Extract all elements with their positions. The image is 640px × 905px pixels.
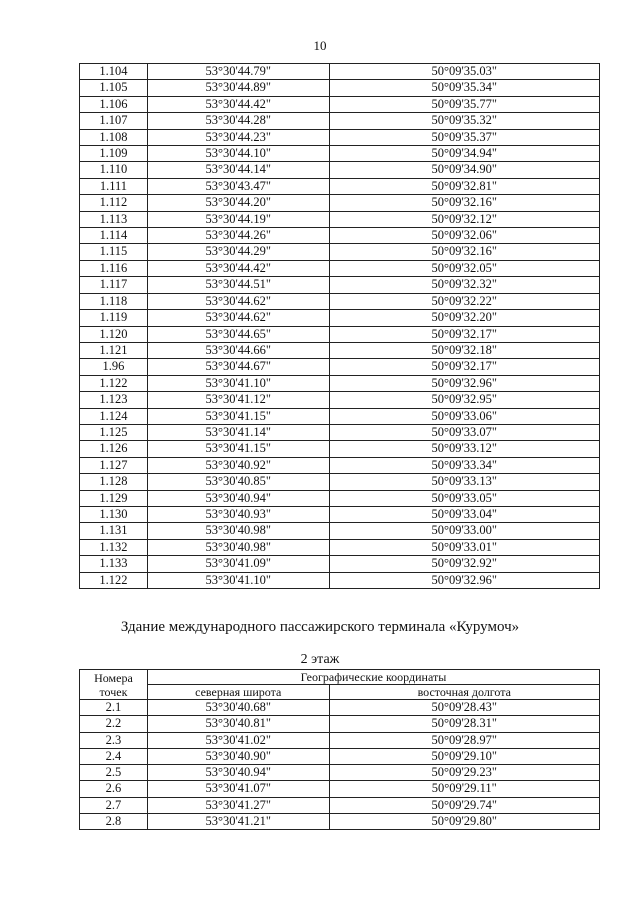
table-row (80, 765, 600, 781)
latitude-cell: 53°30'41.10" (147, 375, 329, 391)
point-number-cell: 1.122 (80, 572, 148, 588)
latitude-cell: 53°30'44.89" (147, 80, 329, 96)
point-number-cell: 2.5 (80, 765, 148, 781)
table-row (80, 195, 600, 211)
table-row (80, 490, 600, 506)
longitude-cell: 50°09'35.34" (329, 80, 599, 96)
latitude-cell: 53°30'44.29" (147, 244, 329, 260)
table-row (80, 146, 600, 162)
longitude-cell: 50°09'33.04" (329, 506, 599, 522)
header-east-longitude: восточная долгота (329, 685, 599, 700)
point-number-cell: 1.124 (80, 408, 148, 424)
point-number-cell: 2.8 (80, 814, 148, 830)
header-point-numbers (80, 670, 148, 700)
longitude-cell: 50°09'33.34" (329, 457, 599, 473)
point-number-cell: 2.1 (80, 700, 148, 716)
latitude-cell: 53°30'41.21" (147, 814, 329, 830)
point-number-cell: 1.129 (80, 490, 148, 506)
latitude-cell: 53°30'40.94" (147, 490, 329, 506)
latitude-cell: 53°30'44.79" (147, 64, 329, 80)
longitude-cell: 50°09'32.96" (329, 375, 599, 391)
table-row (80, 748, 600, 764)
latitude-cell: 53°30'43.47" (147, 178, 329, 194)
point-number-cell: 1.115 (80, 244, 148, 260)
longitude-cell: 50°09'32.16" (329, 244, 599, 260)
longitude-cell: 50°09'32.20" (329, 310, 599, 326)
latitude-cell: 53°30'40.81" (147, 716, 329, 732)
longitude-cell: 50°09'34.90" (329, 162, 599, 178)
longitude-cell: 50°09'32.81" (329, 178, 599, 194)
table-row (80, 814, 600, 830)
table-row (80, 506, 600, 522)
latitude-cell: 53°30'44.20" (147, 195, 329, 211)
table-row (80, 64, 600, 80)
point-number-cell: 1.120 (80, 326, 148, 342)
latitude-cell: 53°30'41.07" (147, 781, 329, 797)
table-row (80, 342, 600, 358)
point-number-cell: 1.96 (80, 359, 148, 375)
latitude-cell: 53°30'44.23" (147, 129, 329, 145)
longitude-cell: 50°09'32.17" (329, 359, 599, 375)
longitude-cell: 50°09'32.17" (329, 326, 599, 342)
table-row (80, 781, 600, 797)
table-row (80, 474, 600, 490)
point-number-cell: 1.123 (80, 392, 148, 408)
point-number-cell: 2.6 (80, 781, 148, 797)
table-row (80, 113, 600, 129)
point-number-cell: 1.117 (80, 277, 148, 293)
point-number-cell: 1.105 (80, 80, 148, 96)
longitude-cell: 50°09'33.07" (329, 424, 599, 440)
point-number-cell: 1.116 (80, 260, 148, 276)
point-number-cell: 1.125 (80, 424, 148, 440)
latitude-cell: 53°30'44.51" (147, 277, 329, 293)
point-number-cell: 1.133 (80, 556, 148, 572)
table-row (80, 277, 600, 293)
point-number-cell: 1.107 (80, 113, 148, 129)
header-north-latitude: северная широта (147, 685, 329, 700)
coordinates-table-continued (79, 63, 600, 589)
table-row (80, 260, 600, 276)
table-row (80, 211, 600, 227)
floor-2-coordinates-table (79, 669, 600, 830)
longitude-cell: 50°09'33.06" (329, 408, 599, 424)
table-row (80, 178, 600, 194)
point-number-cell: 1.113 (80, 211, 148, 227)
point-number-cell: 1.131 (80, 523, 148, 539)
table-row (80, 293, 600, 309)
longitude-cell: 50°09'32.16" (329, 195, 599, 211)
point-number-cell: 1.118 (80, 293, 148, 309)
latitude-cell: 53°30'40.94" (147, 765, 329, 781)
floor-title: 2 этаж (300, 652, 340, 667)
latitude-cell: 53°30'41.02" (147, 732, 329, 748)
table-row (80, 441, 600, 457)
point-number-cell: 1.114 (80, 228, 148, 244)
longitude-cell: 50°09'29.11" (329, 781, 599, 797)
table-row (80, 359, 600, 375)
latitude-cell: 53°30'40.98" (147, 523, 329, 539)
table-row (80, 162, 600, 178)
latitude-cell: 53°30'40.68" (147, 700, 329, 716)
table-row (80, 375, 600, 391)
point-number-cell: 1.119 (80, 310, 148, 326)
table-row (80, 80, 600, 96)
point-number-cell: 2.7 (80, 797, 148, 813)
latitude-cell: 53°30'40.85" (147, 474, 329, 490)
latitude-cell: 53°30'41.09" (147, 556, 329, 572)
point-number-cell: 1.127 (80, 457, 148, 473)
header-point-numbers-line2: точек (99, 684, 128, 699)
longitude-cell: 50°09'32.12" (329, 211, 599, 227)
latitude-cell: 53°30'41.12" (147, 392, 329, 408)
latitude-cell: 53°30'44.10" (147, 146, 329, 162)
longitude-cell: 50°09'32.92" (329, 556, 599, 572)
table-row (80, 310, 600, 326)
longitude-cell: 50°09'32.18" (329, 342, 599, 358)
latitude-cell: 53°30'44.26" (147, 228, 329, 244)
latitude-cell: 53°30'44.62" (147, 293, 329, 309)
table-row (80, 716, 600, 732)
latitude-cell: 53°30'40.93" (147, 506, 329, 522)
longitude-cell: 50°09'32.05" (329, 260, 599, 276)
point-number-cell: 2.2 (80, 716, 148, 732)
longitude-cell: 50°09'35.03" (329, 64, 599, 80)
point-number-cell: 1.109 (80, 146, 148, 162)
longitude-cell: 50°09'33.01" (329, 539, 599, 555)
latitude-cell: 53°30'41.27" (147, 797, 329, 813)
latitude-cell: 53°30'41.14" (147, 424, 329, 440)
latitude-cell: 53°30'44.42" (147, 260, 329, 276)
longitude-cell: 50°09'32.32" (329, 277, 599, 293)
latitude-cell: 53°30'44.14" (147, 162, 329, 178)
point-number-cell: 1.110 (80, 162, 148, 178)
latitude-cell: 53°30'44.65" (147, 326, 329, 342)
table-row (80, 572, 600, 588)
table-row (80, 700, 600, 716)
longitude-cell: 50°09'33.00" (329, 523, 599, 539)
point-number-cell: 1.108 (80, 129, 148, 145)
latitude-cell: 53°30'44.66" (147, 342, 329, 358)
table-row (80, 392, 600, 408)
longitude-cell: 50°09'29.23" (329, 765, 599, 781)
latitude-cell: 53°30'44.28" (147, 113, 329, 129)
longitude-cell: 50°09'28.43" (329, 700, 599, 716)
point-number-cell: 1.104 (80, 64, 148, 80)
table-row (80, 228, 600, 244)
point-number-cell: 1.111 (80, 178, 148, 194)
longitude-cell: 50°09'29.10" (329, 748, 599, 764)
longitude-cell: 50°09'35.32" (329, 113, 599, 129)
longitude-cell: 50°09'35.37" (329, 129, 599, 145)
longitude-cell: 50°09'32.95" (329, 392, 599, 408)
longitude-cell: 50°09'32.06" (329, 228, 599, 244)
table-row (80, 129, 600, 145)
latitude-cell: 53°30'41.15" (147, 408, 329, 424)
table-row (80, 244, 600, 260)
longitude-cell: 50°09'29.80" (329, 814, 599, 830)
table-row (80, 424, 600, 440)
table-row (80, 556, 600, 572)
latitude-cell: 53°30'41.10" (147, 572, 329, 588)
table-row (80, 96, 600, 112)
longitude-cell: 50°09'29.74" (329, 797, 599, 813)
latitude-cell: 53°30'40.92" (147, 457, 329, 473)
point-number-cell: 2.3 (80, 732, 148, 748)
section-title: Здание международного пассажирского терминала «Курумоч» (120, 619, 520, 635)
page-number: 10 (313, 38, 327, 53)
latitude-cell: 53°30'44.67" (147, 359, 329, 375)
longitude-cell: 50°09'32.22" (329, 293, 599, 309)
point-number-cell: 1.132 (80, 539, 148, 555)
longitude-cell: 50°09'28.97" (329, 732, 599, 748)
point-number-cell: 1.128 (80, 474, 148, 490)
latitude-cell: 53°30'44.62" (147, 310, 329, 326)
latitude-cell: 53°30'41.15" (147, 441, 329, 457)
latitude-cell: 53°30'44.19" (147, 211, 329, 227)
longitude-cell: 50°09'33.12" (329, 441, 599, 457)
longitude-cell: 50°09'32.96" (329, 572, 599, 588)
table-row (80, 326, 600, 342)
latitude-cell: 53°30'44.42" (147, 96, 329, 112)
point-number-cell: 1.130 (80, 506, 148, 522)
longitude-cell: 50°09'28.31" (329, 716, 599, 732)
point-number-cell: 1.126 (80, 441, 148, 457)
table-row (80, 732, 600, 748)
point-number-cell: 1.112 (80, 195, 148, 211)
latitude-cell: 53°30'40.98" (147, 539, 329, 555)
point-number-cell: 1.121 (80, 342, 148, 358)
longitude-cell: 50°09'34.94" (329, 146, 599, 162)
table-row (80, 408, 600, 424)
longitude-cell: 50°09'33.05" (329, 490, 599, 506)
point-number-cell: 1.122 (80, 375, 148, 391)
latitude-cell: 53°30'40.90" (147, 748, 329, 764)
table-row (80, 539, 600, 555)
header-geographic-coordinates: Географические координаты (147, 670, 599, 685)
longitude-cell: 50°09'33.13" (329, 474, 599, 490)
table-row (80, 797, 600, 813)
longitude-cell: 50°09'35.77" (329, 96, 599, 112)
point-number-cell: 2.4 (80, 748, 148, 764)
table-row (80, 523, 600, 539)
table-row (80, 457, 600, 473)
header-point-numbers-line1: Номера (94, 670, 133, 685)
point-number-cell: 1.106 (80, 96, 148, 112)
